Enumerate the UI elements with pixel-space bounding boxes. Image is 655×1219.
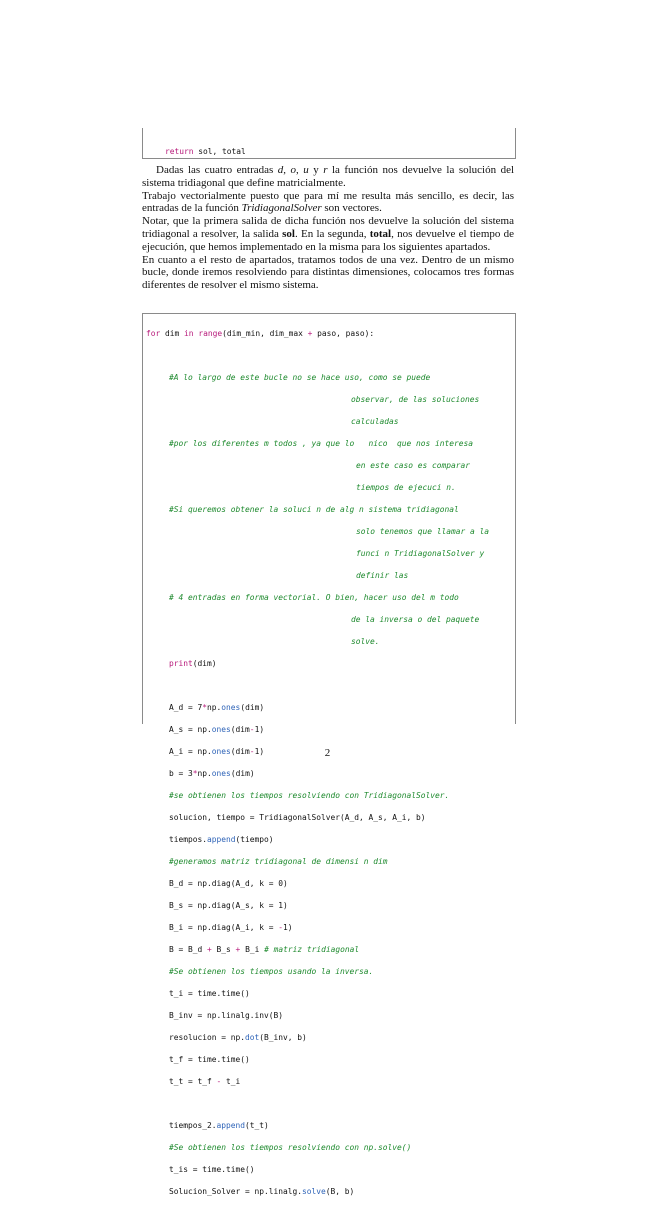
paragraph-outputs: [142, 215, 514, 253]
code-line: [146, 328, 489, 339]
code-text: B = B_d: [169, 945, 208, 954]
code-text: 1): [283, 923, 293, 932]
code-text: b = 3: [169, 769, 193, 778]
code-line: [146, 460, 489, 471]
code-text: dim: [160, 329, 185, 338]
code-line-return: [165, 146, 246, 157]
code-line: [146, 504, 489, 515]
comment: #Se obtienen los tiempos resolviendo con np.solve(): [169, 1143, 412, 1152]
code-line: [146, 548, 489, 559]
code-text: B_i = np.diag(A_i, k =: [169, 923, 279, 932]
code-line: [146, 724, 489, 735]
code-line: [146, 482, 489, 493]
function-call: ones: [221, 703, 241, 712]
operator: -: [249, 725, 255, 734]
code-text: t_f = time.time(): [169, 1055, 250, 1064]
code-line: [146, 944, 489, 955]
code-text: tiempos_2.: [169, 1121, 217, 1130]
code-text: 1): [254, 725, 265, 734]
code-line: [146, 614, 489, 625]
comment: calculadas: [351, 417, 399, 426]
math-var: u: [303, 164, 309, 176]
code-text: B_d = np.diag(A_d, k = 0): [169, 879, 288, 888]
code-line-blank: [146, 350, 489, 361]
code-text: resolucion = np.: [169, 1033, 246, 1042]
comment: #A lo largo de este bucle no se hace uso, como se puede: [169, 373, 431, 382]
code-line: [146, 856, 489, 867]
code-text: (B_inv, b): [259, 1033, 307, 1042]
comment: definir las: [356, 571, 409, 580]
function-call: dot: [245, 1033, 260, 1042]
keyword-return: return: [165, 147, 194, 156]
text: , nos devuelve el tiempo de ejecución, que hemos implementado en la misma para los siguientes apartados.: [142, 227, 515, 253]
code-text: t_is = time.time(): [169, 1165, 255, 1174]
operator: +: [235, 945, 241, 954]
code-block: [146, 317, 489, 1219]
code-text: np.: [207, 703, 222, 712]
comment: #Si queremos obtener la soluci n de alg n sistema tridiagonal: [169, 505, 459, 514]
comment: # matriz tridiagonal: [264, 945, 360, 954]
comment: de la inversa o del paquete: [351, 615, 480, 624]
math-var: r: [323, 164, 328, 176]
code-line: [146, 1120, 489, 1131]
paragraph-rest: En cuanto a el resto de apartados, tratamos todos de una vez. Dentro de un mismo bucle, donde iremos resolviendo para distintas dimensiones, colocamos tres formas diferentes de resolver el mismo sistema.: [142, 253, 514, 292]
code-text: t_t = t_f: [169, 1077, 217, 1086]
math-var: d: [277, 164, 284, 176]
paragraph-vectorial: [142, 190, 514, 216]
code-text: (dim): [192, 659, 217, 668]
code-line: [146, 570, 489, 581]
code-text: solucion, tiempo = TridiagonalSolver(A_d, A_s, A_i, b): [169, 813, 426, 822]
code-line: [146, 592, 489, 603]
function-call: ones: [211, 769, 231, 778]
code-text: t_i: [221, 1077, 241, 1086]
text: . En la segunda,: [295, 227, 370, 240]
operator: *: [202, 703, 208, 712]
code-text: t_i = time.time(): [169, 989, 250, 998]
code-text: (dim): [240, 703, 265, 712]
code-line: [146, 1076, 489, 1087]
code-text: (dim_min, dim_max: [222, 329, 308, 338]
code-line: [146, 526, 489, 537]
code-text: A_s = np.: [169, 725, 212, 734]
code-line: [146, 1054, 489, 1065]
code-text: (t_t): [245, 1121, 269, 1130]
code-line: [146, 702, 489, 713]
keyword-in: in: [184, 329, 194, 338]
code-text: B_s: [211, 945, 236, 954]
code-line-blank: [146, 1098, 489, 1109]
code-line: [146, 768, 489, 779]
comment: funci n TridiagonalSolver y: [356, 549, 485, 558]
code-line: [146, 658, 489, 669]
code-text: paso, paso):: [312, 329, 375, 338]
code-line: [146, 1142, 489, 1153]
comment: #por los diferentes m todos , ya que lo nico que nos interesa: [169, 439, 474, 448]
code-line: [146, 372, 489, 383]
body-text: [142, 164, 514, 292]
function-name: TridiagonalSolver: [241, 202, 322, 215]
code-line: [146, 1010, 489, 1021]
code-text: A_d = 7: [169, 703, 203, 712]
code-line: [146, 438, 489, 449]
operator: *: [192, 769, 198, 778]
operator: -: [249, 747, 255, 756]
code-text: np.: [197, 769, 212, 778]
function-call: append: [216, 1121, 246, 1130]
paragraph-inputs: [142, 164, 514, 190]
code-text: sol, total: [193, 147, 246, 156]
bold-term: sol: [282, 227, 295, 240]
text: Notar, que la primera salida de dicha función nos devuelve la solución del sistema tridiagonal a resolver, la salida: [142, 215, 514, 240]
code-line: [146, 1186, 489, 1197]
code-line: [146, 636, 489, 647]
code-line: [146, 416, 489, 427]
comment: #Se obtienen los tiempos usando la inversa.: [169, 967, 374, 976]
code-line-blank: [146, 680, 489, 691]
code-text: B_s = np.diag(A_s, k = 1): [169, 901, 288, 910]
code-line: [146, 878, 489, 889]
comment: #generamos matriz tridiagonal de dimensi n dim: [169, 857, 388, 866]
function-call: ones: [211, 725, 231, 734]
code-line: [146, 812, 489, 823]
operator: +: [307, 329, 313, 338]
code-line: [146, 900, 489, 911]
text: Trabajo vectorialmente puesto que para mí me resulta más sencillo, es decir, las entradas de la función: [142, 189, 514, 215]
comment: solve.: [351, 637, 380, 646]
function-call: ones: [211, 747, 231, 756]
builtin-print: print: [169, 659, 193, 668]
code-line: [146, 1032, 489, 1043]
code-text: Solucion_Solver = np.linalg.: [169, 1187, 303, 1196]
code-text: (B, b): [325, 1187, 355, 1196]
math-var: o: [290, 164, 296, 176]
bold-term: total: [369, 227, 392, 240]
code-line: [146, 966, 489, 977]
comment: # 4 entradas en forma vectorial. O bien, hacer uso del m todo: [169, 593, 459, 602]
function-call: solve: [302, 1187, 326, 1196]
code-line: [146, 394, 489, 405]
comment: observar, de las soluciones: [351, 395, 480, 404]
operator: +: [207, 945, 212, 954]
code-line: [146, 790, 489, 801]
text: y: [308, 164, 324, 176]
code-text: (dim): [230, 769, 255, 778]
code-text: tiempos.: [169, 835, 208, 844]
code-text: (dim: [230, 725, 250, 734]
text: ,: [283, 164, 291, 176]
function-call: append: [207, 835, 236, 844]
text: la función nos devuelve la solución del sistema tridiagonal que define matricialmente.: [142, 164, 515, 189]
comment: tiempos de ejecuci n.: [356, 483, 456, 492]
keyword-for: for: [146, 329, 161, 338]
code-line: [146, 834, 489, 845]
code-line: [146, 988, 489, 999]
code-text: (dim: [230, 747, 250, 756]
builtin-range: range: [198, 329, 223, 338]
code-text: A_i = np.: [169, 747, 212, 756]
text: son vectores.: [321, 202, 382, 215]
operator: -: [216, 1077, 222, 1086]
code-listing-main: [142, 313, 516, 1196]
code-text: B_i: [240, 945, 265, 954]
text: Dadas las cuatro entradas: [156, 164, 278, 176]
comment: solo tenemos que llamar a la: [356, 527, 490, 536]
page-number: 2: [324, 747, 331, 759]
text: ,: [296, 164, 304, 176]
code-text: (tiempo): [235, 835, 274, 844]
comment: en este caso es comparar: [356, 461, 471, 470]
comment: #se obtienen los tiempos resolviendo con TridiagonalSolver.: [169, 791, 450, 800]
code-line: [146, 922, 489, 933]
code-listing-top: [142, 128, 516, 159]
code-text: B_inv = np.linalg.inv(B): [169, 1011, 284, 1020]
code-line: [146, 1164, 489, 1175]
operator: -: [278, 923, 284, 932]
code-text: 1): [254, 747, 265, 756]
